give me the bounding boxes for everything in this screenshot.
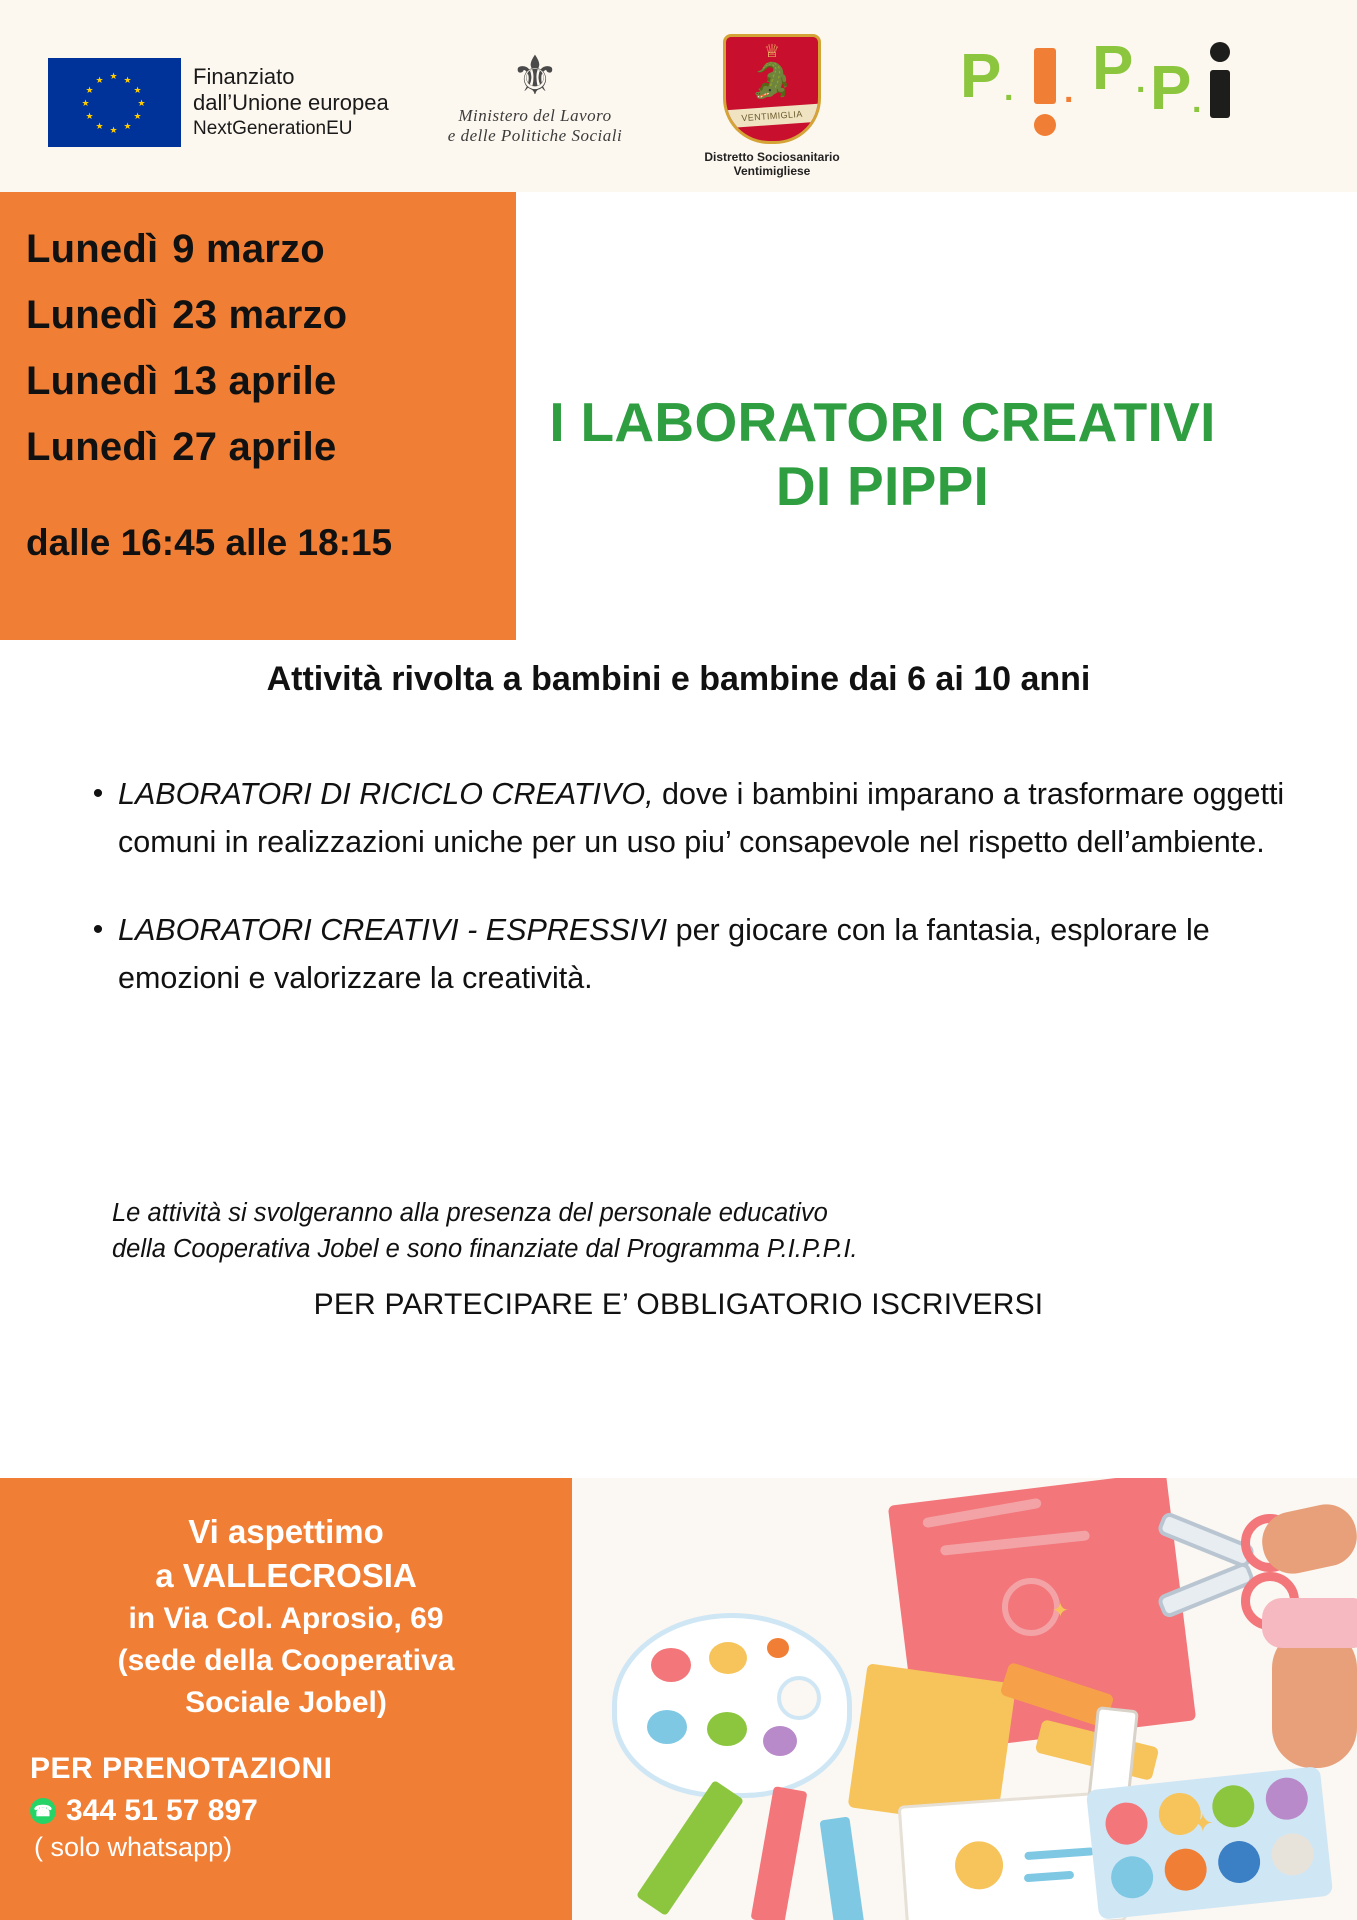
pippi-dot-2 bbox=[1034, 114, 1056, 136]
staff-note bbox=[112, 1195, 1272, 1267]
sparkle-icon-2: ✦ bbox=[1052, 1600, 1069, 1622]
republic-emblem-icon: ⚜ bbox=[510, 46, 560, 106]
footer-line-2: a VALLECROSIA bbox=[155, 1557, 417, 1594]
activities-list bbox=[78, 770, 1288, 1042]
date-value-4: 27 aprile bbox=[172, 425, 337, 469]
pippi-letter-3: P bbox=[1092, 34, 1134, 103]
eu-line-2: dall’Unione europea bbox=[193, 90, 389, 116]
pippi-letter-1: P bbox=[960, 42, 1002, 111]
list-item bbox=[78, 906, 1288, 1002]
list-item-body: dove i bambini imparano a trasformare oggetti comuni in realizzazioni uniche per un uso piu’ consapevole nel rispetto dell’ambiente. bbox=[118, 777, 1285, 859]
page-title-line-1: I LABORATORI CREATIVI bbox=[549, 391, 1216, 453]
footer-info-panel bbox=[0, 1478, 572, 1920]
date-value-1: 9 marzo bbox=[172, 227, 325, 271]
footer-venue-line-1: (sede della Cooperativa bbox=[117, 1644, 455, 1677]
date-row-1 bbox=[26, 216, 516, 282]
date-dow-1: Lunedì bbox=[26, 227, 159, 271]
bullet-dot-icon: • bbox=[92, 777, 104, 810]
sun-drawing-icon bbox=[953, 1840, 1004, 1891]
list-item-emphasis: LABORATORI CREATIVI - ESPRESSIVI bbox=[118, 913, 668, 947]
crown-icon: ♕ bbox=[763, 41, 781, 61]
page-title-line-2: DI PIPPI bbox=[775, 455, 990, 517]
booking-label: PER PRENOTAZIONI bbox=[30, 1752, 333, 1785]
palette-thumb-hole bbox=[777, 1676, 821, 1720]
page-title bbox=[430, 390, 1335, 518]
phone-row[interactable] bbox=[20, 1794, 552, 1828]
sleeve-right bbox=[1262, 1598, 1357, 1648]
pippi-logo bbox=[960, 36, 1230, 156]
footer-line-1: Vi aspettimo bbox=[188, 1513, 384, 1550]
phone-note: ( solo whatsapp) bbox=[34, 1832, 233, 1862]
eu-line-3: NextGenerationEU bbox=[193, 118, 353, 140]
list-item-body: per giocare con la fantasia, esplorare le emozioni e valorizzare la creatività. bbox=[118, 913, 1210, 995]
ministry-line-1: Ministero del Lavoro bbox=[458, 106, 612, 125]
list-item-text bbox=[118, 770, 1288, 866]
pippi-dot-5 bbox=[1210, 42, 1230, 62]
page-subtitle: Attività rivolta a bambini e bambine dai 6 ai 10 anni bbox=[266, 660, 1091, 698]
date-value-3: 13 aprile bbox=[172, 359, 337, 403]
header-logo-bar bbox=[0, 0, 1357, 192]
staff-note-line-2: della Cooperativa Jobel e sono finanziate dal Programma P.I.P.P.I. bbox=[112, 1235, 858, 1263]
hand-right bbox=[1272, 1628, 1357, 1768]
pippi-letter-4: P bbox=[1150, 54, 1192, 123]
phone-number[interactable]: 344 51 57 897 bbox=[66, 1794, 258, 1827]
date-value-2: 23 marzo bbox=[172, 293, 348, 337]
pippi-dot-4: . bbox=[1192, 82, 1202, 120]
date-dow-3: Lunedì bbox=[26, 359, 159, 403]
footer bbox=[0, 1478, 1357, 1920]
district-shield-icon bbox=[723, 34, 821, 144]
eu-funding-text bbox=[193, 64, 389, 140]
ministry-line-2: e delle Politiche Sociali bbox=[447, 126, 623, 145]
pippi-letter-5 bbox=[1210, 70, 1230, 118]
eu-flag-icon bbox=[48, 58, 181, 147]
whatsapp-icon: ☎ bbox=[30, 1798, 56, 1824]
time-range: dalle 16:45 alle 18:15 bbox=[26, 522, 393, 563]
eu-stars-icon: ★ ★ ★ ★ ★ ★ ★ ★ ★ ★ ★ ★ bbox=[81, 70, 146, 135]
district-caption: Distretto Sociosanitario Ventimigliese bbox=[704, 150, 840, 178]
footer-address: in Via Col. Aprosio, 69 bbox=[128, 1602, 444, 1635]
list-item-emphasis: LABORATORI DI RICICLO CREATIVO, bbox=[118, 777, 654, 811]
district-logo bbox=[672, 34, 872, 178]
eu-line-1: Finanziato bbox=[193, 64, 295, 90]
pippi-dot-1: . bbox=[1004, 70, 1014, 108]
registration-required-text: PER PARTECIPARE E’ OBBLIGATORIO ISCRIVERSI bbox=[313, 1288, 1044, 1321]
shield-motto: VENTIMIGLIA bbox=[723, 103, 821, 128]
ministry-logo bbox=[440, 48, 630, 146]
list-item-text bbox=[118, 906, 1288, 1002]
date-dow-4: Lunedì bbox=[26, 425, 159, 469]
staff-note-line-1: Le attività si svolgeranno alla presenza del personale educativo bbox=[112, 1199, 828, 1227]
date-row-2 bbox=[26, 282, 516, 348]
list-item bbox=[78, 770, 1288, 866]
date-dow-2: Lunedì bbox=[26, 293, 159, 337]
pippi-letter-2 bbox=[1034, 48, 1056, 104]
footer-venue-line-2: Sociale Jobel) bbox=[185, 1686, 387, 1719]
sparkle-icon: ✦ bbox=[1192, 1808, 1214, 1838]
pencil-blue bbox=[819, 1816, 864, 1920]
pencil-pink bbox=[751, 1786, 808, 1920]
eu-funding-logo bbox=[48, 58, 389, 147]
pencil-green bbox=[636, 1780, 744, 1916]
lion-icon: 🐊 bbox=[750, 62, 794, 100]
bullet-dot-icon: • bbox=[92, 913, 104, 946]
craft-illustration bbox=[572, 1478, 1357, 1920]
paint-palette-icon bbox=[612, 1613, 852, 1798]
pippi-dot-3: . bbox=[1136, 62, 1146, 100]
watercolor-box-icon bbox=[1086, 1766, 1333, 1920]
pippi-period-2: . bbox=[1064, 72, 1074, 110]
